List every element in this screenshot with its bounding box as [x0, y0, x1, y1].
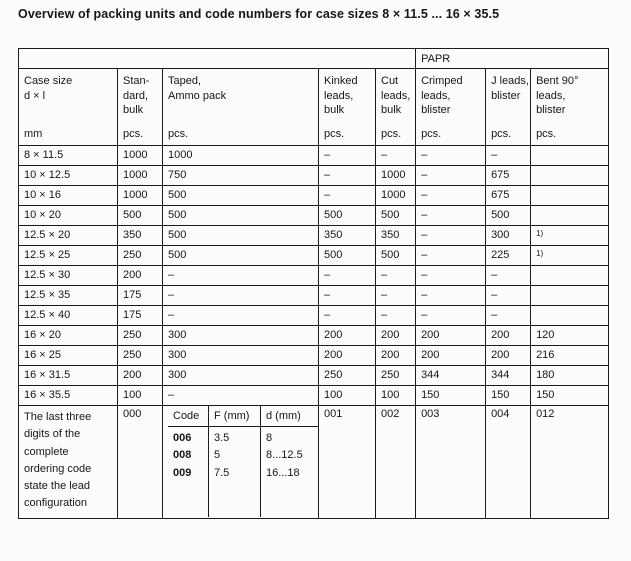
value-cell: 500: [376, 206, 416, 226]
subtable-value: 7.5: [214, 466, 230, 479]
value-cell: 344: [416, 366, 486, 386]
value-cell: [531, 166, 609, 186]
code-standard: 000: [118, 406, 163, 519]
table-row: [19, 346, 609, 366]
taped-code-subtable-cell: [163, 406, 319, 519]
value-cell: 1000: [163, 146, 319, 166]
value-cell: 500: [486, 206, 531, 226]
value-cell: 200: [319, 346, 376, 366]
value-cell: –: [486, 146, 531, 166]
value-cell: –: [416, 166, 486, 186]
value-cell: 1000: [118, 146, 163, 166]
value-cell: [531, 206, 609, 226]
footnote-marker: 1): [536, 229, 544, 238]
case-size-cell: 16 × 35.5: [19, 386, 118, 406]
packing-units-table: [18, 48, 609, 519]
table-row: [19, 366, 609, 386]
value-cell: –: [416, 146, 486, 166]
value-cell: 1000: [118, 166, 163, 186]
code-kinked: 001: [319, 406, 376, 519]
value-cell: 500: [319, 206, 376, 226]
value-cell: –: [486, 306, 531, 326]
value-cell: 300: [163, 346, 319, 366]
case-size-cell: 10 × 20: [19, 206, 118, 226]
column-header-1: Stan- dard, bulk pcs.: [118, 69, 163, 146]
value-cell: 250: [118, 346, 163, 366]
value-cell: –: [486, 266, 531, 286]
value-cell: –: [416, 246, 486, 266]
subtable-values-d: [261, 427, 318, 482]
value-cell: 200: [486, 326, 531, 346]
value-cell: 250: [118, 246, 163, 266]
group-header-empty-cell: [19, 49, 416, 69]
subtable-header-f: F (mm): [209, 406, 260, 427]
column-header-row: [19, 69, 609, 146]
column-header-6: J leads, blister pcs.: [486, 69, 531, 146]
subtable-column-code: [168, 406, 209, 517]
value-cell: [531, 186, 609, 206]
code-row-description-cell: [19, 406, 118, 519]
column-header-5: Crimped leads, blister pcs.: [416, 69, 486, 146]
value-cell: –: [416, 266, 486, 286]
code-crimped: 003: [416, 406, 486, 519]
value-cell: 150: [416, 386, 486, 406]
value-cell: –: [376, 286, 416, 306]
case-size-cell: 8 × 11.5: [19, 146, 118, 166]
case-size-cell: 12.5 × 25: [19, 246, 118, 266]
code-bent: 012: [531, 406, 609, 519]
value-cell: –: [416, 186, 486, 206]
table-row: [19, 306, 609, 326]
table-row: [19, 146, 609, 166]
group-header-papr: PAPR: [416, 49, 609, 69]
value-cell: 675: [486, 186, 531, 206]
value-cell: [531, 286, 609, 306]
value-cell: 180: [531, 366, 609, 386]
code-jleads: 004: [486, 406, 531, 519]
value-cell: –: [416, 226, 486, 246]
case-size-cell: 16 × 25: [19, 346, 118, 366]
value-cell: [531, 246, 609, 266]
value-cell: –: [376, 306, 416, 326]
value-cell: –: [163, 266, 319, 286]
subtable-value: 3.5: [214, 432, 230, 444]
value-cell: –: [319, 166, 376, 186]
value-cell: 1000: [376, 186, 416, 206]
value-cell: –: [163, 386, 319, 406]
value-cell: –: [376, 266, 416, 286]
case-size-cell: 16 × 20: [19, 326, 118, 346]
subtable-value: 008: [173, 449, 192, 462]
value-cell: –: [319, 146, 376, 166]
subtable-column-f: [209, 406, 261, 517]
value-cell: –: [319, 266, 376, 286]
value-cell: 225: [486, 246, 531, 266]
value-cell: [531, 146, 609, 166]
value-cell: 750: [163, 166, 319, 186]
value-cell: 500: [163, 186, 319, 206]
subtable-values-code: [168, 427, 208, 482]
value-cell: 175: [118, 286, 163, 306]
value-cell: 216: [531, 346, 609, 366]
value-cell: 100: [118, 386, 163, 406]
value-cell: 250: [319, 366, 376, 386]
subtable-value: 16...18: [266, 466, 300, 479]
value-cell: 200: [416, 346, 486, 366]
value-cell: 1000: [118, 186, 163, 206]
value-cell: 150: [531, 386, 609, 406]
column-header-3: Kinked leads, bulk pcs.: [319, 69, 376, 146]
value-cell: 100: [376, 386, 416, 406]
value-cell: –: [416, 286, 486, 306]
value-cell: 500: [163, 206, 319, 226]
value-cell: –: [319, 286, 376, 306]
subtable-value: 8...12.5: [266, 449, 303, 462]
value-cell: –: [416, 206, 486, 226]
subtable-header-d: d (mm): [261, 406, 318, 427]
subtable-column-d: [261, 406, 318, 517]
case-size-cell: 10 × 16: [19, 186, 118, 206]
subtable-value: 006: [173, 432, 192, 444]
value-cell: 250: [376, 366, 416, 386]
value-cell: 200: [118, 366, 163, 386]
table-row: [19, 166, 609, 186]
case-size-cell: 12.5 × 40: [19, 306, 118, 326]
value-cell: 350: [118, 226, 163, 246]
value-cell: 344: [486, 366, 531, 386]
value-cell: 100: [319, 386, 376, 406]
column-header-7: Bent 90° leads, blister pcs.: [531, 69, 609, 146]
value-cell: 300: [163, 366, 319, 386]
table-row: [19, 206, 609, 226]
column-header-4: Cut leads, bulk pcs.: [376, 69, 416, 146]
value-cell: –: [416, 306, 486, 326]
subtable-values-f: [209, 427, 260, 482]
column-header-2: Taped, Ammo pack pcs.: [163, 69, 319, 146]
code-cut: 002: [376, 406, 416, 519]
table-row: [19, 226, 609, 246]
value-cell: 500: [376, 246, 416, 266]
value-cell: 500: [118, 206, 163, 226]
subtable-value: 009: [173, 466, 192, 479]
value-cell: [531, 266, 609, 286]
value-cell: 500: [163, 226, 319, 246]
table-row: [19, 246, 609, 266]
table-row: [19, 326, 609, 346]
value-cell: 675: [486, 166, 531, 186]
value-cell: 150: [486, 386, 531, 406]
value-cell: 500: [319, 246, 376, 266]
taped-code-subtable: [168, 406, 318, 517]
table-body: [19, 146, 609, 406]
value-cell: 350: [319, 226, 376, 246]
case-size-cell: 12.5 × 30: [19, 266, 118, 286]
table-row: [19, 266, 609, 286]
value-cell: –: [163, 306, 319, 326]
ordering-code-row: [19, 406, 609, 519]
page-title: Overview of packing units and code numbers for case sizes 8 × 11.5 ... 16 × 35.5: [18, 7, 500, 21]
subtable-value: 5: [214, 449, 221, 462]
value-cell: 200: [486, 346, 531, 366]
code-row-description: The last three digits of the complete ordering code state the lead configuration: [24, 411, 92, 510]
footnote-marker: 1): [536, 249, 544, 258]
value-cell: 500: [163, 246, 319, 266]
value-cell: 200: [416, 326, 486, 346]
value-cell: 120: [531, 326, 609, 346]
value-cell: –: [486, 286, 531, 306]
case-size-cell: 12.5 × 20: [19, 226, 118, 246]
value-cell: [531, 226, 609, 246]
value-cell: [531, 306, 609, 326]
value-cell: –: [163, 286, 319, 306]
value-cell: –: [319, 186, 376, 206]
value-cell: 300: [486, 226, 531, 246]
subtable-header-code: Code: [168, 406, 208, 427]
value-cell: –: [319, 306, 376, 326]
value-cell: –: [376, 146, 416, 166]
value-cell: 175: [118, 306, 163, 326]
value-cell: 350: [376, 226, 416, 246]
case-size-cell: 16 × 31.5: [19, 366, 118, 386]
value-cell: 200: [319, 326, 376, 346]
column-header-0: Case size d × l mm: [19, 69, 118, 146]
table-row: [19, 386, 609, 406]
case-size-cell: 10 × 12.5: [19, 166, 118, 186]
ordering-code-body: [19, 406, 609, 519]
case-size-cell: 12.5 × 35: [19, 286, 118, 306]
value-cell: 200: [376, 326, 416, 346]
value-cell: 1000: [376, 166, 416, 186]
value-cell: 300: [163, 326, 319, 346]
table-row: [19, 186, 609, 206]
table-row: [19, 286, 609, 306]
value-cell: 200: [118, 266, 163, 286]
value-cell: 200: [376, 346, 416, 366]
value-cell: 250: [118, 326, 163, 346]
group-header-row: [19, 49, 609, 69]
subtable-value: 8: [266, 432, 273, 444]
